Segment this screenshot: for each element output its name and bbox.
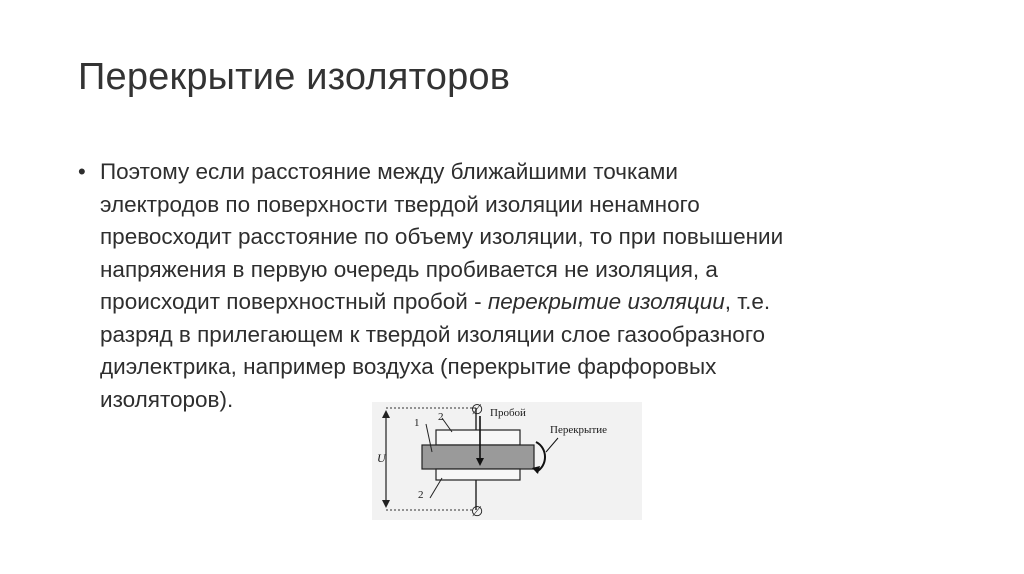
bullet-line-8: изоляторов). bbox=[100, 386, 234, 412]
bullet-line-4: напряжения в первую очередь пробивается не изоляция, а bbox=[100, 256, 718, 282]
label-2-bottom: 2 bbox=[418, 489, 424, 501]
top-electrode bbox=[436, 430, 520, 445]
slide-title: Перекрытие изоляторов bbox=[78, 56, 511, 98]
top-terminal-icon: ∅ bbox=[471, 403, 484, 418]
bullet-line-3: превосходит расстояние по объему изоляции, то при повышении bbox=[100, 224, 784, 249]
bullet-line-5-start: происходит поверхностный пробой - bbox=[100, 289, 488, 314]
insulator-diagram bbox=[372, 402, 642, 520]
bullet-line-1: Поэтому если расстояние между ближайшими точками bbox=[100, 159, 678, 184]
bullet-line-7: диэлектрика, например воздуха (перекрытие фарфоровых bbox=[100, 354, 717, 379]
bullet-icon: • bbox=[78, 159, 86, 184]
bullet-list bbox=[78, 156, 948, 416]
label-breakdown: Пробой bbox=[490, 407, 526, 419]
bottom-terminal-icon: ∅ bbox=[471, 505, 484, 520]
bullet-line-2: электродов по поверхности твердой изоляции ненамного bbox=[100, 191, 700, 217]
bottom-electrode-lead bbox=[386, 480, 476, 510]
bullet-item bbox=[78, 156, 948, 416]
bullet-line-5 bbox=[100, 286, 948, 319]
label-voltage: U bbox=[377, 451, 386, 465]
bullet-line-6: разряд в прилегающем к твердой изоляции слое газообразного bbox=[100, 321, 766, 347]
flashover-arrow bbox=[532, 438, 558, 474]
label-flashover: Перекрытие bbox=[550, 424, 608, 436]
emphasized-term: перекрытие изоляции bbox=[487, 289, 725, 314]
dielectric-plate bbox=[422, 445, 534, 469]
bottom-electrode bbox=[436, 469, 520, 480]
bullet-line-5-end: , т.е. bbox=[724, 289, 771, 314]
label-1: 1 bbox=[414, 417, 420, 429]
label-2-top: 2 bbox=[438, 411, 444, 423]
